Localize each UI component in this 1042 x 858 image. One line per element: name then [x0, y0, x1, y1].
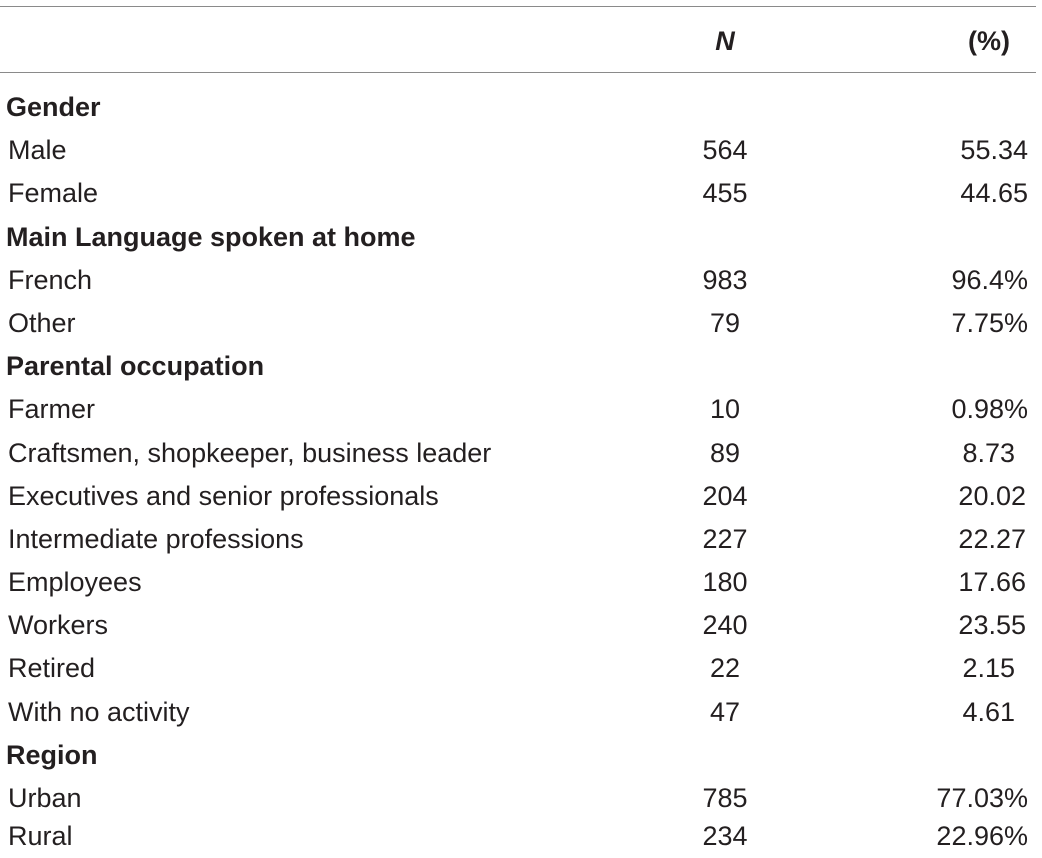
section-title: Region — [6, 740, 98, 770]
table-row — [0, 518, 1042, 561]
row-label: Farmer — [8, 394, 95, 424]
row-label: Female — [8, 178, 99, 208]
row-n: 89 — [709, 438, 741, 468]
table-top-rule — [0, 6, 1036, 7]
row-n: 47 — [709, 697, 741, 727]
row-percent: 17.66 — [958, 567, 1026, 597]
row-n: 564 — [702, 135, 748, 165]
section-title: Parental occupation — [6, 351, 265, 381]
table-row — [0, 815, 1042, 858]
row-percent: 22.96% — [936, 821, 1028, 851]
row-percent: 4.61 — [962, 697, 1015, 727]
row-n: 79 — [709, 308, 741, 338]
row-n: 180 — [702, 567, 748, 597]
row-label: Other — [8, 308, 76, 338]
row-percent: 77.03% — [936, 783, 1028, 813]
row-percent: 96.4% — [951, 265, 1028, 295]
row-n: 22 — [709, 653, 741, 683]
row-n: 983 — [702, 265, 748, 295]
section-title: Gender — [6, 92, 101, 122]
row-percent: 8.73 — [962, 438, 1015, 468]
row-label: Rural — [8, 821, 73, 851]
table-row — [0, 777, 1042, 820]
table-header-rule — [0, 72, 1036, 73]
table-row — [0, 475, 1042, 518]
row-percent: 0.98% — [951, 394, 1028, 424]
section-parental-occupation — [0, 345, 1042, 388]
row-label: Intermediate professions — [8, 524, 304, 554]
row-percent: 55.34 — [960, 135, 1028, 165]
table-row — [0, 129, 1042, 172]
table-header-row — [0, 20, 1042, 63]
row-percent: 20.02 — [958, 481, 1026, 511]
table-row — [0, 388, 1042, 431]
row-label: French — [8, 265, 93, 295]
row-percent: 23.55 — [958, 610, 1026, 640]
row-n: 455 — [702, 178, 748, 208]
header-percent: (%) — [968, 26, 1010, 56]
row-percent: 22.27 — [958, 524, 1026, 554]
row-label: Workers — [8, 610, 109, 640]
row-percent: 44.65 — [960, 178, 1028, 208]
row-percent: 2.15 — [962, 653, 1015, 683]
header-n: N — [715, 26, 735, 56]
table-row — [0, 561, 1042, 604]
row-n: 204 — [702, 481, 748, 511]
row-label: Urban — [8, 783, 82, 813]
row-label: With no activity — [8, 697, 190, 727]
table-row — [0, 259, 1042, 302]
table-row — [0, 647, 1042, 690]
row-n: 240 — [702, 610, 748, 640]
row-label: Male — [8, 135, 67, 165]
table-row — [0, 432, 1042, 475]
section-main-language — [0, 216, 1042, 259]
row-n: 227 — [702, 524, 748, 554]
section-region — [0, 734, 1042, 777]
table-row — [0, 691, 1042, 734]
row-label: Executives and senior professionals — [8, 481, 439, 511]
section-gender — [0, 86, 1042, 129]
table-row — [0, 604, 1042, 647]
section-title: Main Language spoken at home — [6, 222, 416, 252]
row-percent: 7.75% — [951, 308, 1028, 338]
row-n: 10 — [709, 394, 741, 424]
table-row — [0, 302, 1042, 345]
row-label: Craftsmen, shopkeeper, business leader — [8, 438, 492, 468]
row-label: Retired — [8, 653, 96, 683]
row-n: 234 — [702, 821, 748, 851]
row-label: Employees — [8, 567, 142, 597]
row-n: 785 — [702, 783, 748, 813]
table-row — [0, 172, 1042, 215]
